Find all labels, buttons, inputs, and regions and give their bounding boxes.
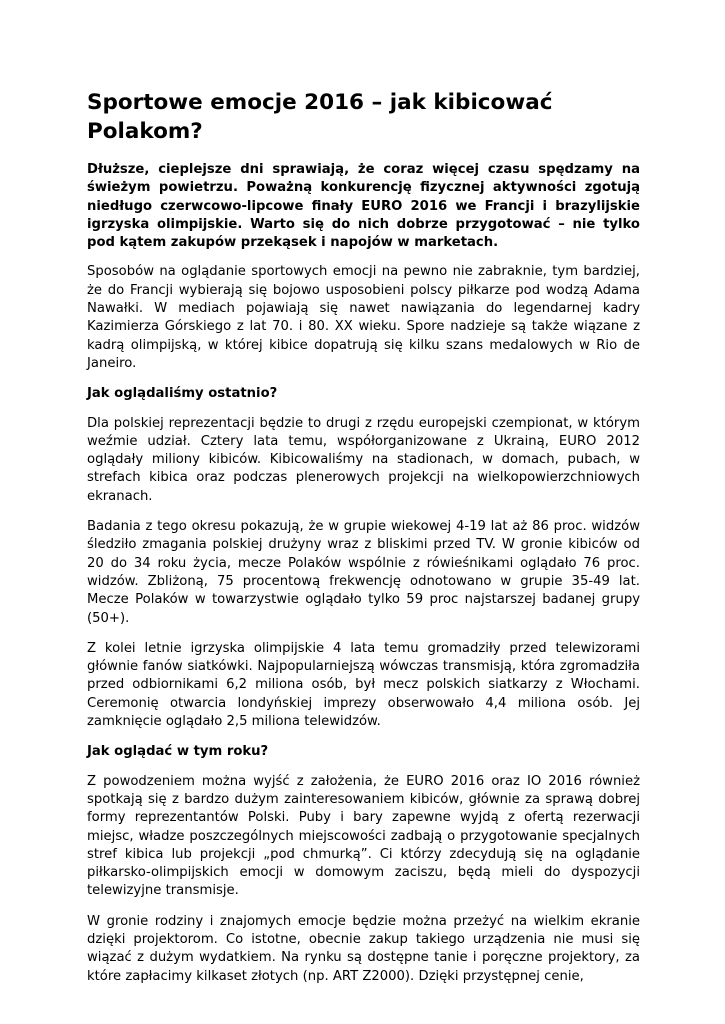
article-lead: Dłuższe, cieplejsze dni sprawiają, że coraz więcej czasu spędzamy na świeżym powietrzu. Poważną konkurencję fizycznej aktywności zgotują niedługo czerwcowo-lipcowe finały EURO 2016 we Francji i brazylijskie igrzyska olimpijskie. Warto się do nich dobrze przygotować – nie tylko pod kątem zakupów przekąsek i napojów w marketach.	[87, 162, 640, 251]
paragraph: Dla polskiej reprezentacji będzie to drugi z rzędu europejski czempionat, w którym weźmie udział. Cztery lata temu, współorganizowane z Ukrainą, EURO 2012 oglądały miliony kibiców. Kibicowaliśmy na stadionach, w domach, pubach, w strefach kibica oraz podczas plenerowych projekcji na wielkopowierzchniowych ekranach.	[87, 415, 640, 504]
paragraph: Badania z tego okresu pokazują, że w grupie wiekowej 4-19 lat aż 86 proc. widzów śledziło zmagania polskiej drużyny wraz z bliskimi przed TV. W gronie kibiców od 20 do 34 roku życia, mecze Polaków wspólnie z rówieśnikami oglądało 76 proc. widzów. Zbliżoną, 75 procentową frekwencję odnotowano w grupie 35-49 lat. Mecze Polaków w towarzystwie oglądało tylko 59 proc najstarszej badanej grupy (50+).	[87, 519, 640, 626]
paragraph: W gronie rodziny i znajomych emocje będzie można przeżyć na wielkim ekranie dzięki projektorom. Co istotne, obecnie zakup takiego urządzenia nie musi się wiązać z dużym wydatkiem. Na rynku są dostępne tanie i poręczne projektory, za które zapłacimy kilkaset złotych (np. ART Z2000). Dzięki przystępnej cenie,	[87, 913, 640, 984]
section-heading: Jak oglądaliśmy ostatnio?	[87, 386, 278, 402]
article-title: Sportowe emocje 2016 – jak kibicować Polakom?	[87, 90, 553, 144]
paragraph: Z powodzeniem można wyjść z założenia, że EURO 2016 oraz IO 2016 również spotkają się z bardzo dużym zainteresowaniem kibiców, głównie za sprawą dobrej formy reprezentantów Polski. Puby i bary zapewne wyjdą z ofertą rezerwacji miejsc, władze poszczególnych miejscowości zadbają o przygotowanie specjalnych stref kibica lub projekcji „pod chmurką”. Ci którzy zdecydują się na oglądanie piłkarsko-olimpijskich emocji w domowym zaciszu, będą mieli do dyspozycji telewizyjne transmisje.	[87, 773, 640, 899]
section-heading: Jak oglądać w tym roku?	[87, 744, 269, 760]
document-page	[87, 88, 640, 998]
paragraph: Z kolei letnie igrzyska olimpijskie 4 lata temu gromadziły przed telewizorami głównie fanów siatkówki. Najpopularniejszą wówczas transmisją, która zgromadziła przed odbiornikami 6,2 miliona osób, był mecz polskich siatkarzy z Włochami. Ceremonię otwarcia londyńskiej imprezy obserwowało 4,4 miliona osób. Jej zamknięcie oglądało 2,5 miliona telewidzów.	[87, 640, 640, 730]
paragraph: Sposobów na oglądanie sportowych emocji na pewno nie zabraknie, tym bardziej, że do Francji wybierają się bojowo usposobieni polscy piłkarze pod wodzą Adama Nawałki. W mediach pojawiają się nawet nawiązania do legendarnej kadry Kazimierza Górskiego z lat 70. i 80. XX wieku. Spore nadzieje są także wiązane z kadrą olimpijską, w której kibice dopatrują się kilku szans medalowych w Rio de Janeiro.	[87, 264, 640, 371]
